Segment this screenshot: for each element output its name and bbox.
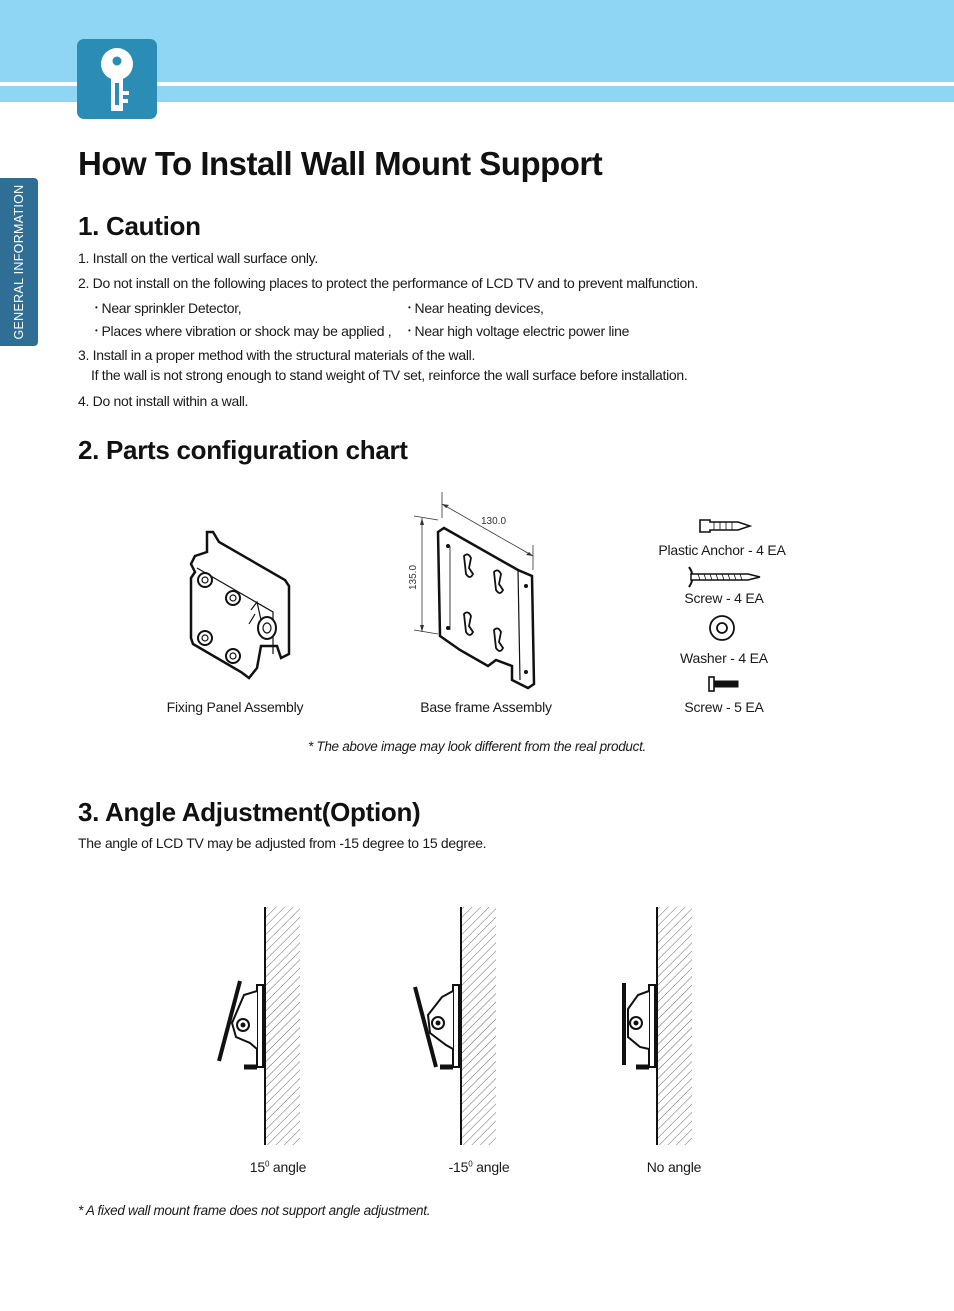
small-screw-icon — [707, 676, 741, 697]
angle-minus15-label: $-15^0$ angle — [448, 1159, 510, 1175]
angle-15-label: $15^0$ angle — [249, 1159, 307, 1175]
angle-15-illustration — [210, 905, 310, 1152]
key-icon — [77, 39, 157, 119]
bullet-item: • Near high voltage electric power line — [408, 323, 629, 342]
base-frame-label: Base frame Assembly — [420, 699, 552, 715]
caution-item-4: 4. Do not install within a wall. — [78, 393, 249, 409]
angle-minus15-illustration — [406, 905, 506, 1152]
bullet-item: • Near sprinkler Detector, — [95, 300, 241, 319]
no-angle-illustration — [602, 905, 702, 1152]
bullet-item: • Places where vibration or shock may be applied , — [95, 323, 391, 342]
side-tab — [0, 178, 38, 346]
plastic-anchor-label: Plastic Anchor - 4 EA — [658, 542, 786, 558]
dimension-height-label: 135.0 — [408, 564, 419, 590]
angle-description: The angle of LCD TV may be adjusted from -15 degree to 15 degree. — [78, 835, 487, 851]
washer-icon — [708, 614, 736, 647]
angle-note: * A fixed wall mount frame does not support angle adjustment. — [78, 1203, 431, 1218]
caution-heading: 1. Caution — [78, 211, 201, 241]
parts-heading: 2. Parts configuration chart — [78, 435, 408, 465]
page-title: How To Install Wall Mount Support — [78, 145, 603, 182]
bullet-item: • Near heating devices, — [408, 300, 544, 319]
angle-heading: 3. Angle Adjustment(Option) — [78, 797, 421, 827]
fixing-panel-illustration — [185, 528, 300, 688]
caution-item-3-detail: If the wall is not strong enough to stand weight of TV set, reinforce the wall surface before installation. — [91, 367, 688, 383]
caution-item-2: 2. Do not install on the following places to protect the performance of LCD TV and to prevent malfunction. — [78, 275, 699, 291]
fixing-panel-label: Fixing Panel Assembly — [166, 699, 304, 715]
caution-item-3: 3. Install in a proper method with the structural materials of the wall. — [78, 347, 476, 363]
washer-label: Washer - 4 EA — [680, 650, 768, 666]
parts-note: * The above image may look different from the real product. — [308, 739, 646, 754]
dimension-width-label: 130.0 — [481, 516, 507, 527]
no-angle-label: No angle — [646, 1159, 702, 1175]
plastic-anchor-icon — [698, 518, 752, 539]
base-frame-illustration — [400, 490, 550, 700]
side-tab-label: GENERAL INFORMATION — [12, 184, 26, 340]
small-screw-label: Screw - 5 EA — [684, 699, 764, 715]
screw-label: Screw - 4 EA — [684, 590, 764, 606]
screw-icon — [686, 566, 762, 593]
caution-item-1: 1. Install on the vertical wall surface only. — [78, 250, 318, 266]
